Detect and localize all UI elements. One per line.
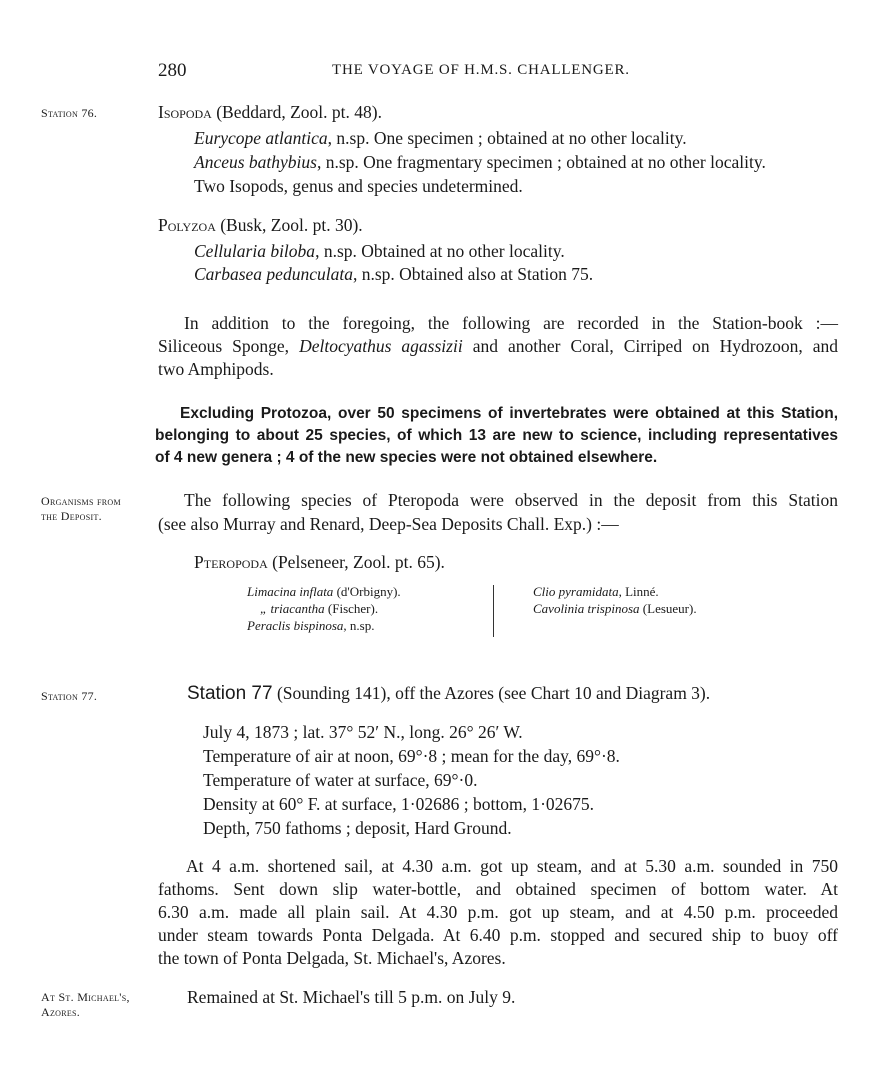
polyzoa-entry: [194, 264, 593, 285]
page-number: 280: [158, 60, 187, 81]
station-book-text: Siliceous Sponge,: [158, 336, 300, 356]
station-77-subtitle: (Sounding 141), off the Azores (see Chart 10 and Diagram 3).: [272, 683, 711, 703]
species-name: Eurycope atlantica: [194, 128, 328, 148]
station-book-line: two Amphipods.: [158, 359, 274, 379]
station-detail: Density at 60° F. at surface, 1·02686 ; bottom, 1·02675.: [203, 794, 595, 814]
station-book-text: and another Coral, Cirriped on Hydrozoon, and: [462, 336, 838, 356]
summary-line: belonging to about 25 species, of which 13 are new to science, including representatives: [155, 427, 838, 444]
pteropod-left: [260, 601, 378, 617]
species-desc: , n.sp. One fragmentary specimen ; obtained at no other locality.: [316, 152, 766, 172]
species-name: Limacina inflata: [247, 584, 334, 599]
polyzoa-entry: [194, 241, 565, 262]
narrative-line: the town of Ponta Delgada, St. Michael's, Azores.: [158, 948, 506, 968]
margin-st-michaels-line1: At St. Michael's,: [41, 990, 130, 1004]
species-name: Peraclis bispinosa: [247, 618, 344, 633]
margin-organisms-line2: the Deposit.: [41, 509, 102, 523]
isopoda-note: Two Isopods, genus and species undetermined.: [194, 176, 523, 196]
st-michaels-text: Remained at St. Michael's till 5 p.m. on July 9.: [187, 987, 516, 1007]
station-77-title: [187, 683, 710, 705]
narrative-line: 6.30 a.m. made all plain sail. At 4.30 p.m. got up steam, and at 4.50 p.m. proceeded: [158, 902, 838, 922]
pteropod-left: [247, 584, 401, 600]
isopoda-ref: (Beddard, Zool. pt. 48).: [211, 102, 382, 122]
species-desc: , n.sp. Obtained at no other locality.: [315, 241, 565, 261]
station-book-line: In addition to the foregoing, the following are recorded in the Station-book :—: [184, 313, 838, 333]
column-divider: [493, 585, 494, 637]
isopoda-entry: [194, 128, 687, 149]
species-name: Anceus bathybius: [194, 152, 317, 172]
station-detail: Temperature of water at surface, 69°·0.: [203, 770, 478, 790]
species-authority: (Fischer).: [324, 601, 379, 616]
species-authority: , n.sp.: [343, 618, 375, 633]
station-detail: Depth, 750 fathoms ; deposit, Hard Ground.: [203, 818, 512, 838]
species-name: Carbasea pedunculata: [194, 264, 353, 284]
species-authority: , Linné.: [618, 584, 659, 599]
polyzoa-ref: (Busk, Zool. pt. 30).: [215, 215, 363, 235]
pteropod-right: [533, 584, 659, 600]
polyzoa-heading: [158, 215, 363, 236]
species-name: Cavolinia trispinosa: [533, 601, 640, 616]
isopoda-name: Isopoda: [158, 102, 212, 122]
isopoda-heading: [158, 102, 382, 123]
pteropod-right: [533, 601, 697, 617]
species-name: „ triacantha: [260, 601, 325, 616]
narrative-line: At 4 a.m. shortened sail, at 4.30 a.m. got up steam, and at 5.30 a.m. sounded in 750: [186, 856, 838, 876]
narrative-line: fathoms. Sent down slip water-bottle, and obtained specimen of bottom water. At: [158, 879, 838, 899]
coral-species: Deltocyathus agassizii: [299, 336, 463, 356]
species-desc: , n.sp. One specimen ; obtained at no other locality.: [327, 128, 687, 148]
pteropoda-ref: (Pelseneer, Zool. pt. 65).: [267, 552, 445, 572]
margin-organisms-line1: Organisms from: [41, 494, 121, 508]
polyzoa-name: Polyzoa: [158, 215, 216, 235]
narrative-line: under steam towards Ponta Delgada. At 6.40 p.m. stopped and secured ship to buoy off: [158, 925, 838, 945]
margin-st-michaels-line2: Azores.: [41, 1005, 81, 1019]
station-detail: July 4, 1873 ; lat. 37° 52′ N., long. 26° 26′ W.: [203, 722, 523, 742]
station-detail: Temperature of air at noon, 69°·8 ; mean for the day, 69°·8.: [203, 746, 620, 766]
station-book-line: [158, 336, 838, 357]
pteropoda-heading: [194, 552, 445, 573]
deposit-line: The following species of Pteropoda were observed in the deposit from this Station: [184, 490, 838, 510]
species-name: Cellularia biloba: [194, 241, 316, 261]
isopoda-entry: [194, 152, 766, 173]
species-name: Clio pyramidata: [533, 584, 619, 599]
summary-line: of 4 new genera ; 4 of the new species were not obtained elsewhere.: [155, 449, 658, 466]
margin-station-77: Station 77.: [41, 689, 98, 703]
species-authority: (Lesueur).: [639, 601, 697, 616]
margin-station-76: Station 76.: [41, 106, 98, 120]
station-77-label: Station 77: [187, 683, 273, 704]
pteropoda-name: Pteropoda: [194, 552, 268, 572]
summary-line: Excluding Protozoa, over 50 specimens of invertebrates were obtained at this Station,: [180, 405, 838, 422]
species-desc: , n.sp. Obtained also at Station 75.: [352, 264, 594, 284]
running-title: THE VOYAGE OF H.M.S. CHALLENGER.: [332, 62, 630, 78]
deposit-line: (see also Murray and Renard, Deep-Sea Deposits Chall. Exp.) :—: [158, 514, 619, 534]
species-authority: (d'Orbigny).: [333, 584, 401, 599]
pteropod-left: [247, 618, 374, 634]
